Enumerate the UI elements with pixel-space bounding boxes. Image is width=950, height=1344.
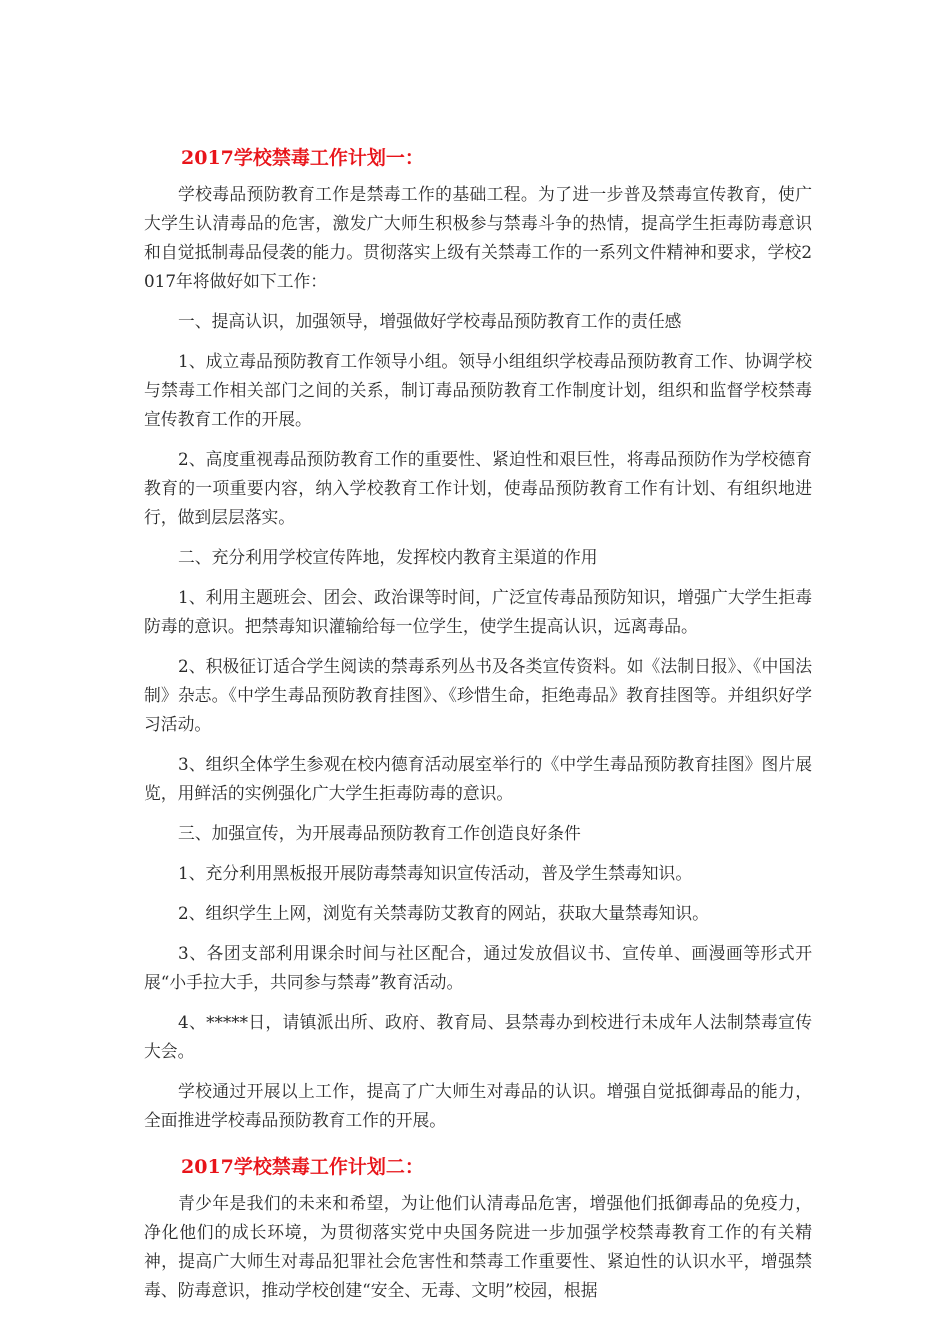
- section-1-part-2-item-2: 2、积极征订适合学生阅读的禁毒系列丛书及各类宣传资料。如《法制日报》、《中国法制》杂志。《中学生毒品预防教育挂图》、《珍惜生命，拒绝毒品》教育挂图等。并组织好学习活动。: [144, 656, 812, 734]
- section-1-part-2-item-3: 3、组织全体学生参观在校内德育活动展室举行的《中学生毒品预防教育挂图》图片展览，用鲜活的实例强化广大学生拒毒防毒的意识。: [144, 754, 812, 803]
- section-1-part-3-item-2: 2、组织学生上网，浏览有关禁毒防艾教育的网站，获取大量禁毒知识。: [178, 903, 709, 923]
- section-1-part-1-item-1: 1、成立毒品预防教育工作领导小组。领导小组组织学校毒品预防教育工作、协调学校与禁毒工作相关部门之间的关系，制订毒品预防教育工作制度计划，组织和监督学校禁毒宣传教育工作的开展。: [144, 351, 812, 429]
- section-1-part-3-item-4: 4、*****日，请镇派出所、政府、教育局、县禁毒办到校进行未成年人法制禁毒宣传大会。: [144, 1012, 812, 1061]
- section-1-part-2-title: 二、充分利用学校宣传阵地，发挥校内教育主渠道的作用: [178, 547, 598, 567]
- section-1-part-3-item-1: 1、充分利用黑板报开展防毒禁毒知识宣传活动，普及学生禁毒知识。: [178, 863, 693, 883]
- section-1-intro-paragraph: 学校毒品预防教育工作是禁毒工作的基础工程。为了进一步普及禁毒宣传教育，使广大学生认清毒品的危害，激发广大师生积极参与禁毒斗争的热情，提高学生拒毒防毒意识和自觉抵制毒品侵袭的能力。贯彻落实上级有关禁毒工作的一系列文件精神和要求，学校2017年将做好如下工作：: [144, 184, 812, 291]
- section-2-heading: 2017学校禁毒工作计划二：: [181, 1156, 424, 1178]
- section-1-heading: 2017学校禁毒工作计划一：: [181, 147, 424, 169]
- section-1-part-3-title: 三、加强宣传，为开展毒品预防教育工作创造良好条件: [178, 823, 581, 843]
- section-1-conclusion: 学校通过开展以上工作，提高了广大师生对毒品的认识。增强自觉抵御毒品的能力，全面推进学校毒品预防教育工作的开展。: [144, 1081, 812, 1130]
- section-1-part-1-title: 一、提高认识，加强领导，增强做好学校毒品预防教育工作的责任感: [178, 311, 682, 331]
- section-1-part-2-item-1: 1、利用主题班会、团会、政治课等时间，广泛宣传毒品预防知识，增强广大学生拒毒防毒的意识。把禁毒知识灌输给每一位学生，使学生提高认识，远离毒品。: [144, 587, 812, 636]
- section-2-intro-paragraph: 青少年是我们的未来和希望，为让他们认清毒品危害，增强他们抵御毒品的免疫力，净化他们的成长环境，为贯彻落实党中央国务院进一步加强学校禁毒教育工作的有关精神，提高广大师生对毒品犯罪社会危害性和禁毒工作重要性、紧迫性的认识水平，增强禁毒、防毒意识，推动学校创建“安全、无毒、文明”校园，根据: [144, 1193, 812, 1300]
- document-body: [144, 144, 812, 1307]
- section-1-part-1-item-2: 2、高度重视毒品预防教育工作的重要性、紧迫性和艰巨性，将毒品预防作为学校德育教育的一项重要内容，纳入学校教育工作计划，使毒品预防教育工作有计划、有组织地进行，做到层层落实。: [144, 449, 812, 527]
- section-1-part-3-item-3: 3、各团支部利用课余时间与社区配合，通过发放倡议书、宣传单、画漫画等形式开展“小手拉大手，共同参与禁毒”教育活动。: [144, 943, 812, 992]
